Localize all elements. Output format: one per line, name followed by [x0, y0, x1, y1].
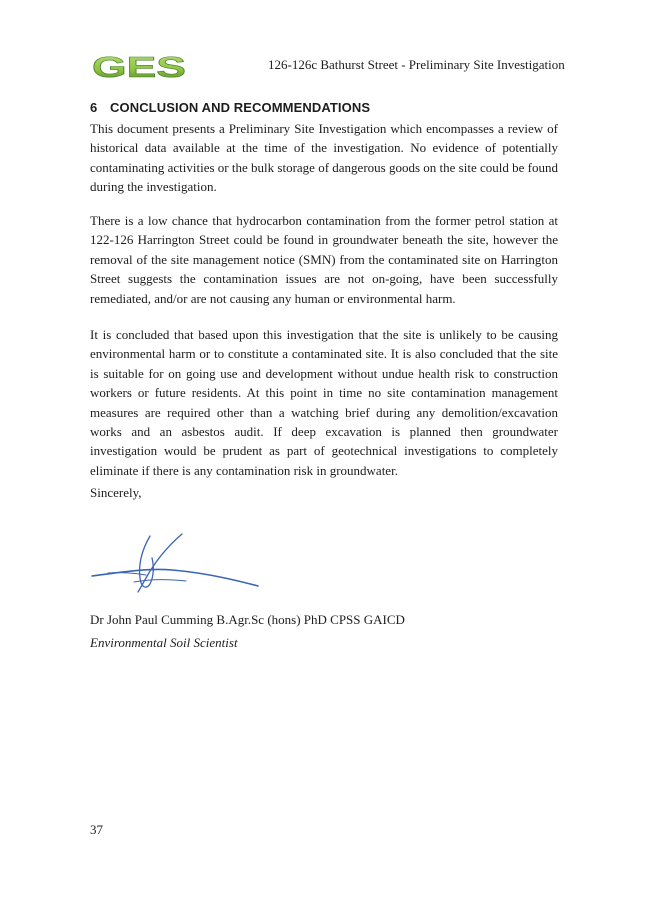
paragraph-summary: This document presents a Preliminary Site Investigation which encompasses a review of historical data available at the time of the investigation. No evidence of potentially contaminating activities or the bulk storage of dangerous goods on the site could be found during the investigation. — [90, 121, 558, 195]
paragraph-conclusion: It is concluded that based upon this investigation that the site is unlikely to be causing environmental harm or to constitute a contaminated site. It is also concluded that the site is suitable for on going use and development without undue health risk to construction workers or future residents. At this point in time no site contamination management measures are required other than a watching brief during any demolition/excavation works and an asbestos audit. If deep excavation is planned then groundwater investigation would be prudent as part of geotechnical investigations to completely eliminate if there is any contamination risk in groundwater. — [90, 327, 558, 478]
handwritten-signature — [88, 532, 264, 594]
section-heading — [90, 100, 370, 115]
paragraph-hydrocarbon-risk: There is a low chance that hydrocarbon contamination from the former petrol station at 122-126 Harrington Street could be found in groundwater beneath the site, however the removal of the site management notice (SMN) from the contaminated site on Harrington Street suggests the contamination issues are not on-going, have been successfully remediated, and/or are not causing any human or environmental harm. — [90, 213, 558, 306]
signer-title: Environmental Soil Scientist — [90, 635, 238, 650]
section-title: CONCLUSION AND RECOMMENDATIONS — [110, 100, 371, 115]
section-number: 6 — [90, 100, 98, 115]
logo-text: GES — [92, 52, 186, 82]
signer-name: Dr John Paul Cumming B.Agr.Sc (hons) PhD CPSS GAICD — [90, 612, 405, 627]
page-number: 37 — [90, 822, 103, 837]
document-header-title: 126-126c Bathurst Street - Preliminary Site Investigation — [268, 57, 565, 72]
closing-salutation: Sincerely, — [90, 485, 142, 500]
ges-logo — [90, 52, 188, 82]
